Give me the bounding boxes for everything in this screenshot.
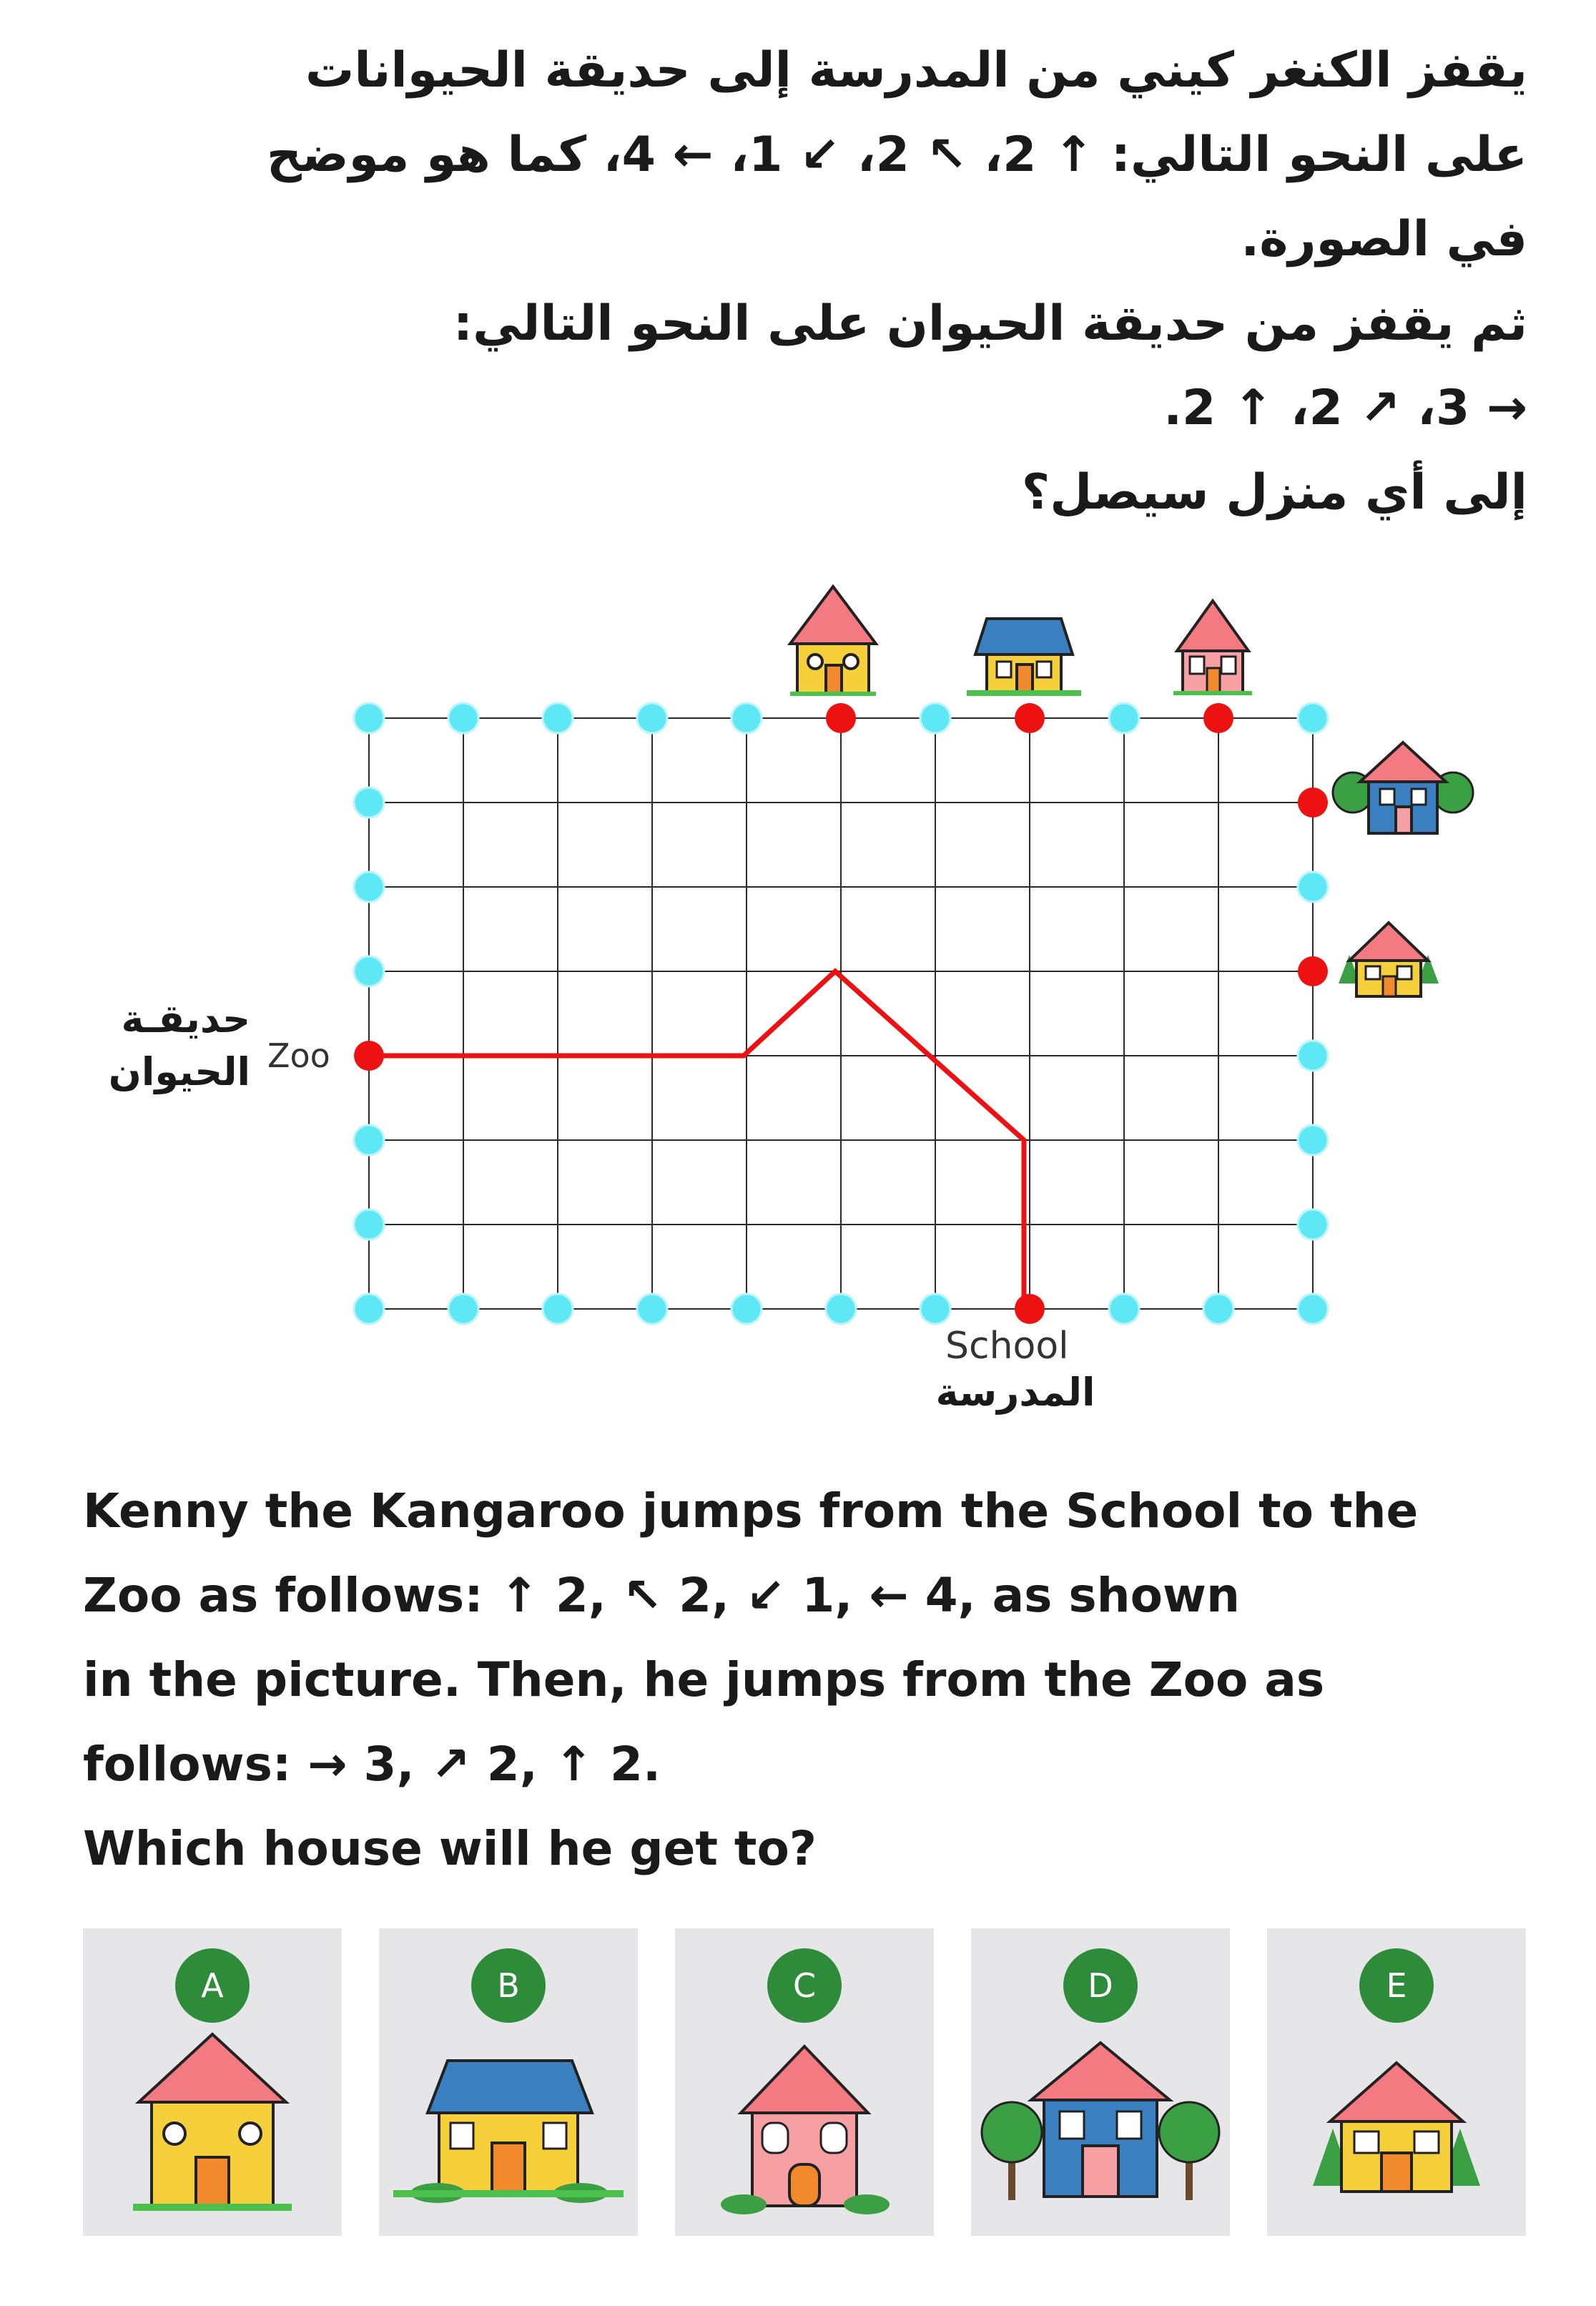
grid-dot bbox=[543, 703, 573, 733]
grid-dot bbox=[826, 1294, 856, 1324]
arabic-line: يقفز الكنغر كيني من المدرسة إلى حديقة الحيوانات bbox=[305, 42, 1527, 99]
grid-dot-highlight bbox=[1203, 703, 1233, 733]
option-c[interactable] bbox=[675, 1928, 934, 2236]
yellow-house-pink-roof-icon bbox=[83, 1928, 342, 2236]
house-icon-right-1 bbox=[1333, 742, 1473, 833]
grid-dot bbox=[1203, 1294, 1233, 1324]
arabic-line: إلى أي منزل سيصل؟ bbox=[1021, 464, 1527, 521]
arabic-line: على النحو التالي: ↑ 2، ↖ 2، ↙ 1، ← 4، كما هو موضح bbox=[266, 127, 1527, 183]
english-line: Which house will he get to? bbox=[83, 1821, 817, 1876]
grid-dot bbox=[732, 703, 762, 733]
grid-dot bbox=[543, 1294, 573, 1324]
grid-dot bbox=[354, 1294, 384, 1324]
english-line: Zoo as follows: ↑ 2, ↖ 2, ↙ 1, ← 4, as shown bbox=[83, 1568, 1240, 1623]
grid-dot bbox=[354, 872, 384, 902]
grid-dot bbox=[1109, 1294, 1139, 1324]
grid-dot bbox=[354, 1210, 384, 1240]
option-b-badge: B bbox=[471, 1948, 546, 2023]
option-a-badge: A bbox=[175, 1948, 250, 2023]
grid-dot-highlight bbox=[826, 703, 856, 733]
grid-dot bbox=[1298, 703, 1328, 733]
option-b[interactable] bbox=[379, 1928, 638, 2236]
grid-dot bbox=[1298, 1294, 1328, 1324]
grid-dot bbox=[637, 703, 667, 733]
zoo-label-arabic-line1: حديقـة bbox=[121, 996, 250, 1041]
grid-lines bbox=[369, 718, 1313, 1309]
arabic-line: → 3، ↗ 2، ↑ 2. bbox=[1163, 380, 1527, 436]
yellow-house-blue-roof-icon bbox=[379, 1928, 638, 2236]
grid-dot bbox=[1298, 872, 1328, 902]
house-icon-top-1 bbox=[790, 587, 876, 696]
grid-dot bbox=[354, 1125, 384, 1155]
grid-dot-highlight bbox=[1015, 703, 1045, 733]
zoo-label-arabic bbox=[79, 993, 250, 1099]
option-d-badge: D bbox=[1063, 1948, 1138, 2023]
house-icon-right-2 bbox=[1339, 923, 1439, 996]
grid-dot bbox=[354, 788, 384, 818]
grid-dot bbox=[354, 956, 384, 986]
arabic-line: في الصورة. bbox=[1241, 211, 1527, 268]
grid-dot bbox=[354, 703, 384, 733]
arabic-line: ثم يقفز من حديقة الحيوان على النحو التالي: bbox=[453, 295, 1527, 352]
yellow-house-with-pines-icon bbox=[1267, 1928, 1526, 2236]
grid-dot bbox=[920, 1294, 950, 1324]
grid-dot bbox=[920, 703, 950, 733]
english-line: follows: → 3, ↗ 2, ↑ 2. bbox=[83, 1737, 661, 1792]
grid-dot bbox=[732, 1294, 762, 1324]
grid-dot bbox=[448, 1294, 478, 1324]
option-e-badge: E bbox=[1359, 1948, 1434, 2023]
option-c-badge: C bbox=[767, 1948, 842, 2023]
blue-house-with-trees-icon bbox=[971, 1928, 1230, 2236]
school-label-arabic: المدرسة bbox=[935, 1370, 1095, 1415]
zoo-label-arabic-line2: الحيوان bbox=[108, 1049, 250, 1094]
grid-dot-highlight bbox=[1015, 1294, 1045, 1324]
house-icon-top-3 bbox=[1173, 601, 1252, 695]
grid-dot bbox=[1109, 703, 1139, 733]
zoo-label: Zoo bbox=[267, 1036, 330, 1075]
option-d[interactable] bbox=[971, 1928, 1230, 2236]
grid-dot-highlight bbox=[354, 1041, 384, 1071]
english-line: in the picture. Then, he jumps from the Zoo as bbox=[83, 1652, 1325, 1707]
english-line: Kenny the Kangaroo jumps from the School to the bbox=[83, 1483, 1419, 1539]
grid-dot bbox=[448, 703, 478, 733]
school-label: School bbox=[945, 1325, 1069, 1368]
house-icon-top-2 bbox=[967, 619, 1081, 696]
grid-dot-highlight bbox=[1298, 956, 1328, 986]
grid-dot bbox=[1298, 1041, 1328, 1071]
grid-dot-highlight bbox=[1298, 788, 1328, 818]
english-question bbox=[83, 1469, 1556, 1891]
option-e[interactable] bbox=[1267, 1928, 1526, 2236]
grid-dot bbox=[1298, 1125, 1328, 1155]
grid-dot bbox=[637, 1294, 667, 1324]
pink-house-arched-windows-icon bbox=[675, 1928, 934, 2236]
grid-dot bbox=[1298, 1210, 1328, 1240]
option-a[interactable] bbox=[83, 1928, 342, 2236]
